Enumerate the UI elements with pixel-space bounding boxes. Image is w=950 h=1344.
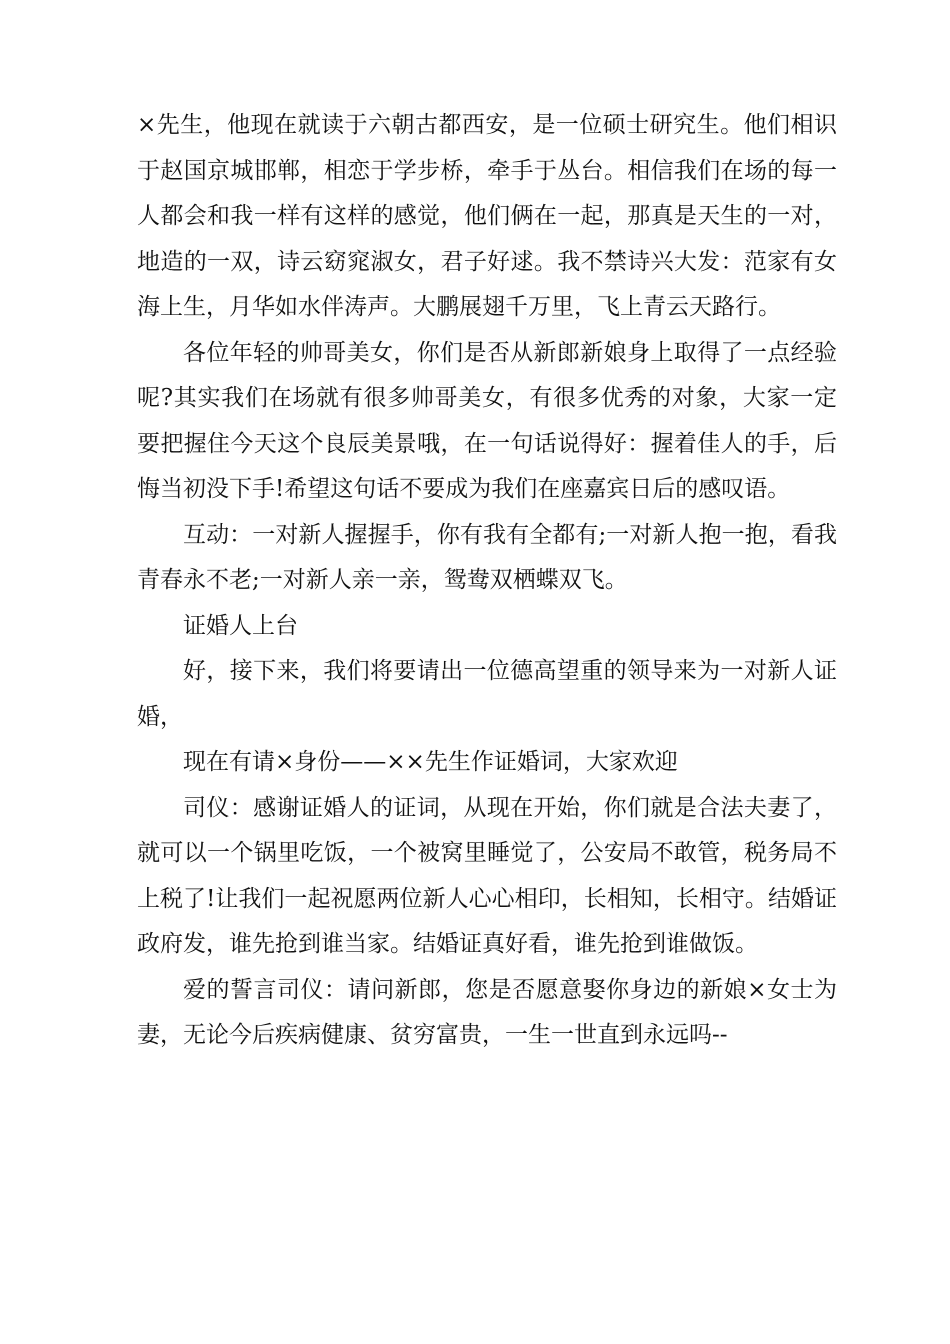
document-body (137, 103, 837, 1059)
paragraph-mc-speech: 司仪：感谢证婚人的证词，从现在开始，你们就是合法夫妻了，就可以一个锅里吃饭，一个被窝里睡觉了，公安局不敢管，税务局不上税了!让我们一起祝愿两位新人心心相印，长相知，长相守。结婚证政府发，谁先抢到谁当家。结婚证真好看，谁先抢到谁做饭。 (137, 794, 837, 957)
paragraph-vows: 爱的誓言司仪：请问新郎，您是否愿意娶你身边的新娘×女士为妻，无论今后疾病健康、贫穷富贵，一生一世直到永远吗-- (137, 976, 837, 1048)
section-heading-witness: 证婚人上台 (183, 612, 298, 639)
paragraph-witness-intro: 好，接下来，我们将要请出一位德高望重的领导来为一对新人证婚， (137, 658, 837, 730)
paragraph-continuation: ×先生，他现在就读于六朝古都西安，是一位硕士研究生。他们相识于赵国京城邯郸，相恋于学步桥，牵手于丛台。相信我们在场的每一人都会和我一样有这样的感觉，他们俩在一起，那真是天生的一对，地造的一双，诗云窈窕淑女，君子好逑。我不禁诗兴大发：范家有女海上生，月华如水伴涛声。大鹏展翅千万里，飞上青云天路行。 (137, 112, 837, 320)
paragraph-witness-invite: 现在有请×身份——××先生作证婚词，大家欢迎 (183, 749, 678, 775)
paragraph-audience: 各位年轻的帅哥美女，你们是否从新郎新娘身上取得了一点经验呢?其实我们在场就有很多帅哥美女，有很多优秀的对象，大家一定要把握住今天这个良辰美景哦，在一句话说得好：握着佳人的手，后悔当初没下手!希望这句话不要成为我们在座嘉宾日后的感叹语。 (137, 339, 837, 502)
paragraph-interaction: 互动：一对新人握握手，你有我有全都有;一对新人抱一抱，看我青春永不老;一对新人亲一亲，鸳鸯双栖蝶双飞。 (137, 521, 837, 593)
